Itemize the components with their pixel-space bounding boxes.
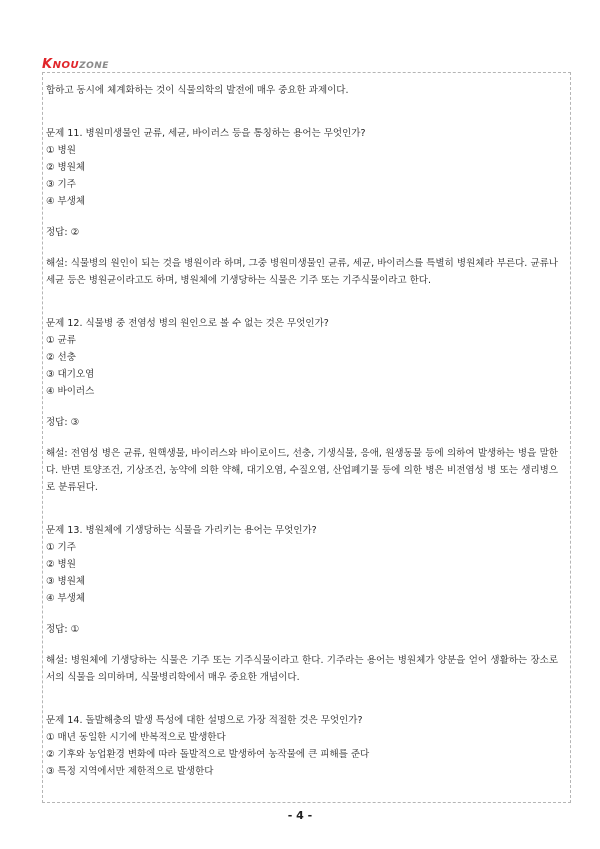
q11-explanation: 해설: 식물병의 원인이 되는 것을 병원이라 하며, 그중 병원미생물인 균류, 세균, 바이러스를 특별히 병원체라 부른다. 균류나 세균 등은 병원균이라고도 하며, 병원체에 기생당하는 식물은 기주 또는 기주식물이라고 한다.	[46, 258, 558, 286]
q14-option-3: ③ 특정 지역에서만 제한적으로 발생한다	[46, 766, 214, 777]
q11-option-2: ② 병원체	[46, 162, 86, 173]
intro-text: 합하고 동시에 체계화하는 것이 식물의학의 발전에 매우 중요한 과제이다.	[46, 85, 349, 96]
q12-option-1: ① 균류	[46, 335, 76, 346]
q13-explanation: 해설: 병원체에 기생당하는 식물은 기주 또는 기주식물이라고 한다. 기주라는 용어는 병원체가 양분을 얻어 생활하는 장소로서의 식물을 의미하며, 식물병리학에서 매우 중요한 개념이다.	[46, 655, 558, 683]
question-12: 문제 12. 식물병 중 전염성 병의 원인으로 볼 수 없는 것은 무엇인가?	[46, 318, 329, 329]
q12-answer: 정답: ③	[46, 417, 80, 428]
q14-option-1: ① 매년 동일한 시기에 반복적으로 발생한다	[46, 732, 226, 743]
q12-explanation: 해설: 전염성 병은 균류, 원핵생물, 바이러스와 바이로이드, 선충, 기생식물, 응애, 원생동물 등에 의하여 발생하는 병을 말한다. 반면 토양조건, 기상조건, 농약에 의한 약해, 대기오염, 수질오염, 산업폐기물 등에 의한 병은 비전염성 병 또는 생리병으로 분류된다.	[46, 448, 558, 493]
q13-option-4: ④ 부생체	[46, 593, 86, 604]
page-number: - 4 -	[287, 809, 313, 822]
q12-option-3: ③ 대기오염	[46, 369, 95, 380]
logo-k: K	[42, 57, 53, 72]
question-13: 문제 13. 병원체에 기생당하는 식물을 가리키는 용어는 무엇인가?	[46, 525, 317, 536]
q12-option-2: ② 선충	[46, 352, 76, 363]
question-11: 문제 11. 병원미생물인 균류, 세균, 바이러스 등을 통칭하는 용어는 무엇인가?	[46, 128, 366, 139]
q13-option-1: ① 기주	[46, 542, 76, 553]
q13-option-3: ③ 병원체	[46, 576, 86, 587]
q11-answer: 정답: ②	[46, 227, 80, 238]
logo-zone: ZONE	[79, 61, 109, 71]
q11-option-4: ④ 부생체	[46, 196, 86, 207]
q11-option-1: ① 병원	[46, 145, 76, 156]
q13-answer: 정답: ①	[46, 624, 80, 635]
q12-option-4: ④ 바이러스	[46, 386, 95, 397]
q14-option-2: ② 기후와 농업환경 변화에 따라 돌발적으로 발생하여 농작물에 큰 피해를 준다	[46, 749, 370, 760]
knouzone-logo	[42, 56, 109, 73]
q11-option-3: ③ 기주	[46, 179, 76, 190]
logo-nou: NOU	[52, 60, 80, 71]
question-14: 문제 14. 돌발해충의 발생 특성에 대한 설명으로 가장 적절한 것은 무엇인가?	[46, 715, 363, 726]
document-content	[46, 82, 558, 780]
q13-option-2: ② 병원	[46, 559, 76, 570]
